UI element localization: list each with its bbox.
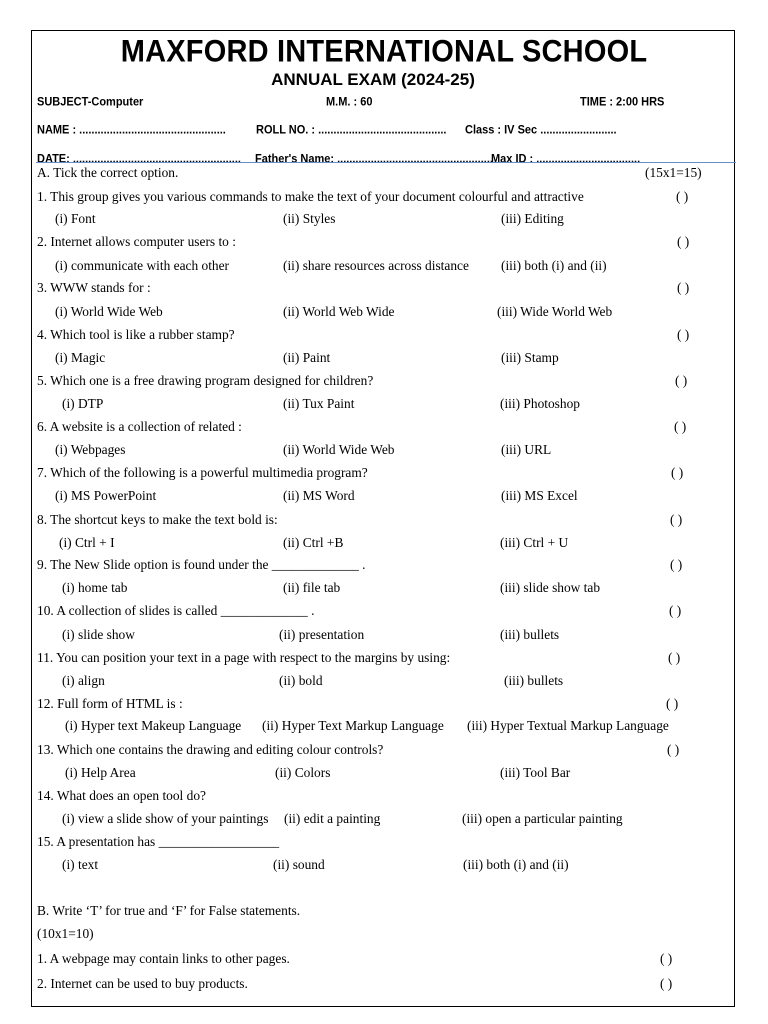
option-two: (ii) Styles [283, 211, 336, 226]
section-b-marks: (10x1=10) [37, 926, 94, 941]
answer-bracket: ( ) [666, 696, 679, 711]
option-two: (ii) presentation [279, 627, 365, 642]
answer-bracket: ( ) [676, 189, 689, 204]
option-two: (ii) Ctrl +B [283, 535, 344, 550]
answer-bracket: ( ) [677, 280, 690, 295]
question-text: 10. A collection of slides is called _____________ . [37, 603, 315, 618]
option-one: (i) align [62, 673, 105, 688]
question-text: 13. Which one contains the drawing and editing colour controls? [37, 742, 384, 757]
answer-bracket: ( ) [668, 650, 681, 665]
section-a-heading: A. Tick the correct option. [37, 165, 179, 180]
question-text: 4. Which tool is like a rubber stamp? [37, 327, 235, 342]
answer-bracket: ( ) [670, 512, 683, 527]
option-two: (ii) bold [279, 673, 323, 688]
option-one: (i) Font [55, 211, 96, 226]
option-three: (iii) Tool Bar [500, 765, 571, 780]
option-three: (iii) slide show tab [500, 580, 601, 595]
question-text: 7. Which of the following is a powerful multimedia program? [37, 465, 368, 480]
option-three: (iii) bullets [504, 673, 564, 688]
father-name-field: Father's Name: ................................................... [255, 152, 493, 166]
option-one: (i) Ctrl + I [59, 535, 115, 550]
time-label: TIME : 2:00 HRS [580, 95, 665, 109]
option-one: (i) MS PowerPoint [55, 488, 157, 503]
subject-label: SUBJECT-Computer [37, 95, 144, 109]
option-three: (iii) URL [501, 442, 552, 457]
option-one: (i) Help Area [65, 765, 136, 780]
date-field: DATE: ....................................................... [37, 152, 241, 166]
option-two: (ii) edit a painting [284, 811, 381, 826]
option-two: (ii) MS Word [283, 488, 355, 503]
question-text: 9. The New Slide option is found under the _____________ . [37, 557, 366, 572]
option-two: (ii) file tab [283, 580, 341, 595]
option-one: (i) Magic [55, 350, 106, 365]
option-three: (iii) Photoshop [500, 396, 580, 411]
option-three: (iii) bullets [500, 627, 560, 642]
option-two: (ii) share resources across distance [283, 258, 469, 273]
answer-bracket: ( ) [660, 951, 673, 966]
option-three: (iii) both (i) and (ii) [463, 857, 569, 872]
question-text: 15. A presentation has __________________ [37, 834, 280, 849]
option-one: (i) view a slide show of your paintings [62, 811, 269, 826]
option-two: (ii) sound [273, 857, 325, 872]
question-text: 11. You can position your text in a page with respect to the margins by using: [37, 650, 451, 665]
answer-bracket: ( ) [674, 419, 687, 434]
option-one: (i) World Wide Web [55, 304, 163, 319]
school-name: MAXFORD INTERNATIONAL SCHOOL [120, 34, 648, 70]
question-text: 5. Which one is a free drawing program designed for children? [37, 373, 374, 388]
roll-number-field: ROLL NO. : .......................................... [256, 123, 447, 137]
option-one: (i) slide show [62, 627, 135, 642]
question-text: 2. Internet allows computer users to : [37, 234, 236, 249]
question-text: 1. This group gives you various commands to make the text of your document colourful and attractive [37, 189, 584, 204]
section-a-marks: (15x1=15) [645, 165, 702, 180]
option-two: (ii) Tux Paint [283, 396, 355, 411]
option-three: (iii) Stamp [501, 350, 559, 365]
option-three: (iii) Ctrl + U [500, 535, 569, 550]
question-text: 6. A website is a collection of related : [37, 419, 242, 434]
option-one: (i) DTP [62, 396, 104, 411]
answer-bracket: ( ) [660, 976, 673, 991]
answer-bracket: ( ) [675, 373, 688, 388]
option-two: (ii) Colors [275, 765, 331, 780]
option-three: (iii) Editing [501, 211, 564, 226]
answer-bracket: ( ) [671, 465, 684, 480]
question-text: 12. Full form of HTML is : [37, 696, 183, 711]
option-one: (i) home tab [62, 580, 128, 595]
answer-bracket: ( ) [669, 603, 682, 618]
option-three: (iii) Hyper Textual Markup Language [467, 718, 669, 733]
answer-bracket: ( ) [677, 327, 690, 342]
option-three: (iii) MS Excel [501, 488, 578, 503]
option-two: (ii) World Web Wide [283, 304, 395, 319]
option-three: (iii) Wide World Web [497, 304, 613, 319]
max-id-field: Max ID : .................................. [491, 152, 641, 166]
option-one: (i) text [62, 857, 99, 872]
option-two: (ii) Hyper Text Markup Language [262, 718, 444, 733]
name-field: NAME : ................................................ [37, 123, 226, 137]
header-divider [36, 162, 736, 163]
answer-bracket: ( ) [667, 742, 680, 757]
option-three: (iii) both (i) and (ii) [501, 258, 607, 273]
option-one: (i) Hyper text Makeup Language [65, 718, 242, 733]
statement-item: 2. Internet can be used to buy products. [37, 976, 248, 991]
option-two: (ii) Paint [283, 350, 331, 365]
option-three: (iii) open a particular painting [462, 811, 623, 826]
option-one: (i) communicate with each other [55, 258, 230, 273]
option-one: (i) Webpages [55, 442, 126, 457]
exam-title: ANNUAL EXAM (2024-25) [271, 70, 475, 89]
section-b-heading: B. Write ‘T’ for true and ‘F’ for False statements. [37, 903, 301, 918]
question-text: 14. What does an open tool do? [37, 788, 206, 803]
max-marks-label: M.M. : 60 [326, 95, 373, 109]
statement-item: 1. A webpage may contain links to other pages. [37, 951, 290, 966]
question-text: 8. The shortcut keys to make the text bold is: [37, 512, 278, 527]
class-section-field: Class : IV Sec ......................... [465, 123, 617, 137]
answer-bracket: ( ) [677, 234, 690, 249]
question-text: 3. WWW stands for : [37, 280, 151, 295]
answer-bracket: ( ) [670, 557, 683, 572]
option-two: (ii) World Wide Web [283, 442, 395, 457]
